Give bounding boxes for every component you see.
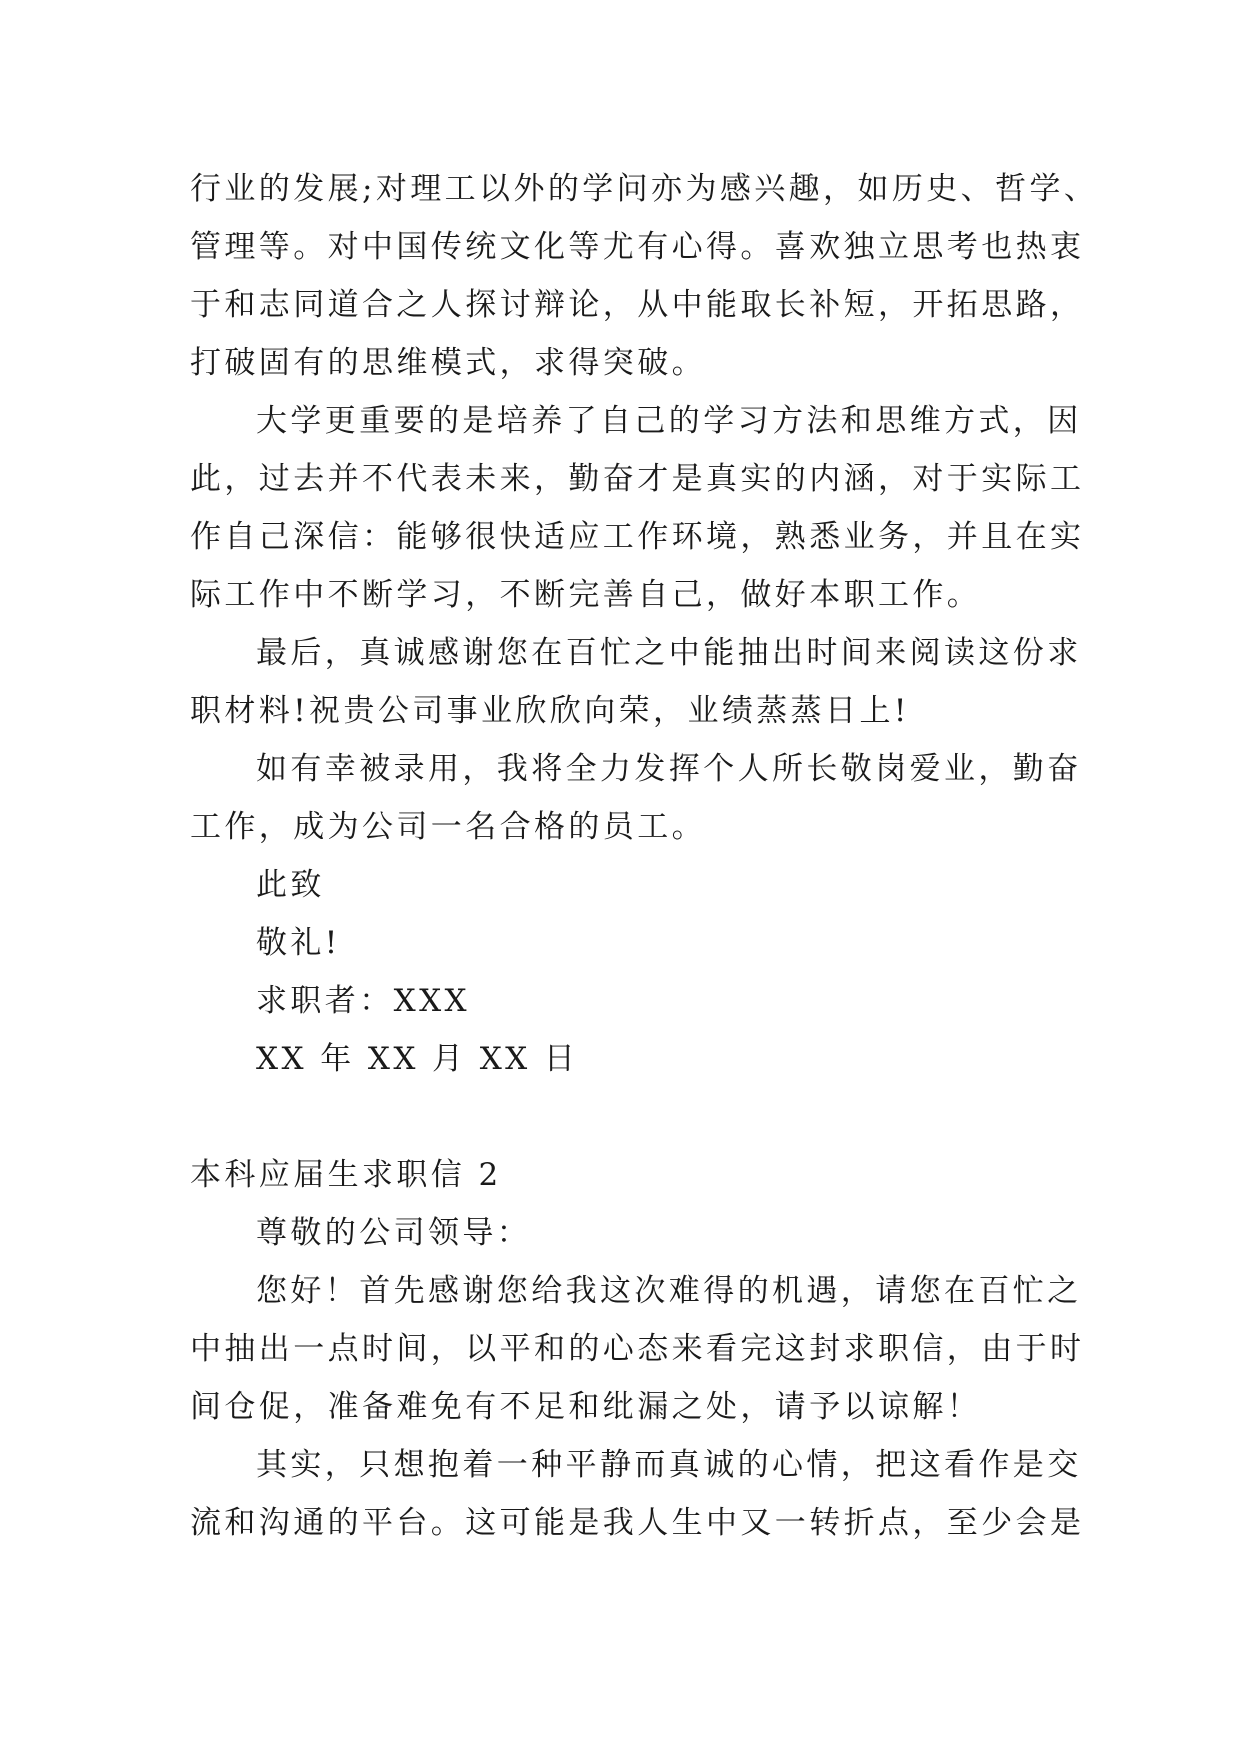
- text-line: 打破固有的思维模式，求得突破。: [190, 345, 706, 381]
- text-line: 大学更重要的是培养了自己的学习方法和思维方式，因: [256, 403, 1082, 439]
- text-line: 求职者：XXX: [256, 983, 471, 1019]
- text-line: 间仓促，准备难免有不足和纰漏之处，请予以谅解！: [190, 1389, 982, 1425]
- text-line: 于和志同道合之人探讨辩论，从中能取长补短，开拓思路，: [190, 287, 1085, 323]
- letter-1-body: [190, 160, 1099, 1088]
- text-line: 如有幸被录用，我将全力发挥个人所长敬岗爱业，勤奋: [256, 751, 1082, 787]
- text-line: 职材料!祝贵公司事业欣欣向荣，业绩蒸蒸日上!: [190, 693, 910, 729]
- text-line: 流和沟通的平台。这可能是我人生中又一转折点，至少会是: [190, 1505, 1085, 1541]
- text-line: 本科应届生求职信 2: [190, 1157, 502, 1193]
- text-line: 最后，真诚感谢您在百忙之中能抽出时间来阅读这份求: [256, 635, 1082, 671]
- text-line: 此，过去并不代表未来，勤奋才是真实的内涵，对于实际工: [190, 461, 1085, 497]
- letter-2-body: [190, 1146, 1085, 1552]
- text-line: 您好！首先感谢您给我这次难得的机遇，请您在百忙之: [256, 1273, 1082, 1309]
- text-line: 敬礼!: [256, 925, 341, 961]
- text-line: 行业的发展;对理工以外的学问亦为感兴趣，如历史、哲学、: [190, 171, 1099, 207]
- text-line: 此致: [256, 867, 325, 903]
- text-line: 际工作中不断学习，不断完善自己，做好本职工作。: [190, 577, 982, 613]
- text-line: 中抽出一点时间，以平和的心态来看完这封求职信，由于时: [190, 1331, 1085, 1367]
- text-line: 管理等。对中国传统文化等尤有心得。喜欢独立思考也热衷: [190, 229, 1085, 265]
- text-line: 尊敬的公司领导：: [256, 1215, 532, 1251]
- text-line: XX 年 XX 月 XX 日: [256, 1041, 579, 1077]
- text-line: 作自己深信：能够很快适应工作环境，熟悉业务，并且在实: [190, 519, 1085, 555]
- text-line: 其实，只想抱着一种平静而真诚的心情，把这看作是交: [256, 1447, 1082, 1483]
- text-line: 工作，成为公司一名合格的员工。: [190, 809, 706, 845]
